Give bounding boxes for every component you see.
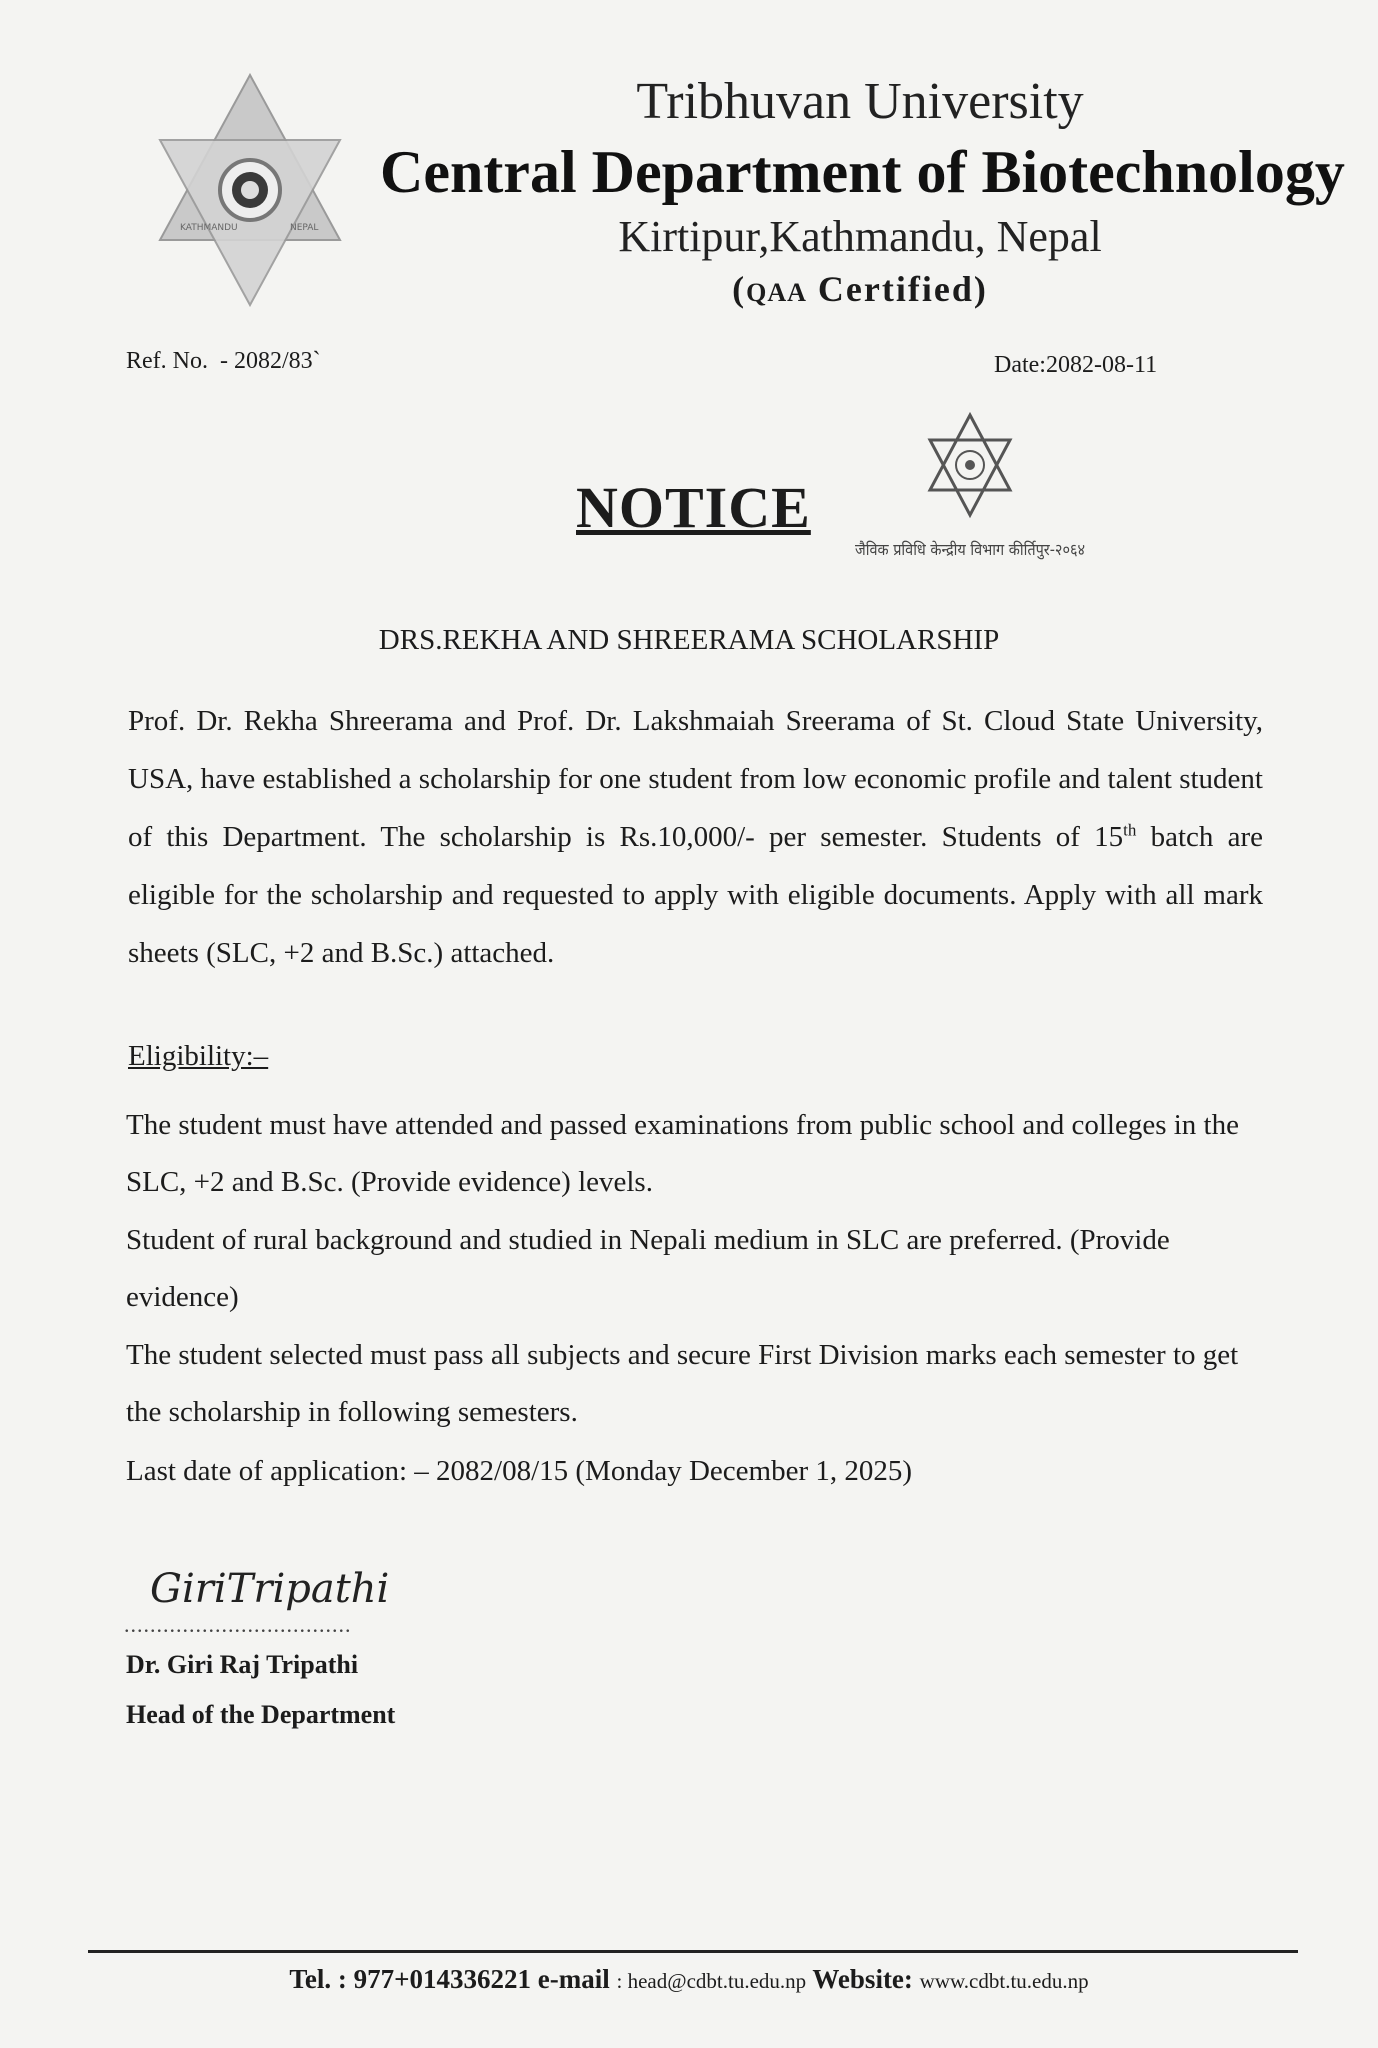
qaa-certification (380, 268, 1340, 314)
ref-value: - 2082/83` (219, 348, 321, 374)
qaa-abbr: QAA (746, 278, 807, 307)
signatory-name: Dr. Giri Raj Tripathi (126, 1650, 359, 1679)
university-name: Tribhuvan University (636, 73, 1084, 130)
intro-superscript: th (1123, 820, 1137, 840)
notice-date: Date:2082-08-11 (994, 352, 1158, 378)
footer-website[interactable]: www.cdbt.tu.edu.np (919, 1969, 1089, 1993)
eligibility-item: The student must have attended and passed examinations from public school and colleges in the SLC, +2 and B.Sc. (Provide evidence) levels. (126, 1109, 1239, 1198)
stamp-text: जैविक प्रविधि केन्द्रीय विभाग कीर्तिपुर-२०६४ (855, 540, 1090, 559)
qaa-open: ( (732, 269, 747, 309)
signature-line: ................................... (124, 1612, 352, 1637)
footer-telephone: Tel. : 977+014336221 (289, 1964, 532, 1994)
logo-text-left: KATHMANDU (180, 223, 238, 233)
last-date: Last date of application: – 2082/08/15 (Monday December 1, 2025) (126, 1455, 913, 1487)
scholarship-title: DRS.REKHA AND SHREERAMA SCHOLARSHIP (378, 624, 1000, 656)
department-stamp (850, 405, 1090, 605)
eligibility-heading: Eligibility:– (128, 1040, 269, 1072)
eligibility-item: Student of rural background and studied in Nepali medium in SLC are preferred. (Provide evidence) (126, 1224, 1170, 1313)
department-name: Central Department of Biotechnology (380, 139, 1345, 205)
signatory-title: Head of the Department (126, 1700, 396, 1729)
university-logo (150, 70, 350, 310)
eligibility-item: The student selected must pass all subjects and secure First Division marks each semester to get the scholarship in following semesters. (126, 1339, 1239, 1428)
footer-contact (0, 1964, 1378, 1995)
ref-label: Ref. No. (126, 348, 208, 374)
qaa-word: Certified (817, 269, 974, 309)
reference-number (126, 348, 321, 375)
intro-text-1: Prof. Dr. Rekha Shreerama and Prof. Dr. Lakshmaiah Sreerama of St. Cloud State University, USA, have established a scholarship for one student from low economic profile and talent student of this Department. The scholarship is Rs.10,000/- per semester. Students of 15 (128, 705, 1263, 853)
footer-email-label: e-mail (537, 1964, 610, 1994)
notice-title: NOTICE (576, 475, 811, 540)
qaa-close: ) (973, 269, 988, 309)
intro-paragraph (128, 692, 1263, 982)
footer-divider (88, 1950, 1298, 1953)
department-address: Kirtipur,Kathmandu, Nepal (618, 212, 1102, 261)
logo-text-right: NEPAL (290, 223, 319, 233)
footer-email[interactable]: : head@cdbt.tu.edu.np (616, 1969, 807, 1993)
footer-website-label: Website: (812, 1964, 913, 1994)
intro-text-2: batch are eligible for the scholarship and requested to apply with eligible documents. Apply with all mark sheets (SLC, +2 and B.Sc.) attached. (128, 821, 1263, 969)
signature-handwriting: GiriTripathi (150, 1566, 390, 1612)
